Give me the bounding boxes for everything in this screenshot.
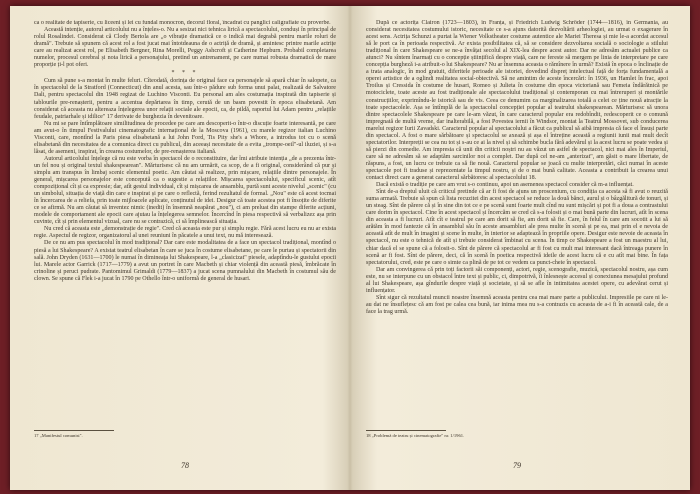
right-page: [366, 20, 668, 476]
section-separator: * * *: [171, 70, 199, 77]
paragraph: Nu cred că aceasta este „demonstrație de regie". Cred că aceasta este pur și simplu regie. Fără acest lucru eu nu ar exista regie. Aspectul de regizor, organizatorul al unei reuniuni în păcatele a unui text, nu mă interesează.: [34, 226, 336, 240]
left-page-body: [34, 20, 336, 426]
paragraph: Cum să pune s-a montat în multe feluri. Cîteodată, dorința de original face ca personajele să apară chiar în salopete, ca în spectacolul de la Stratford (Connecticut) din anul acesta, sau într-o pădure sub forma unui palat, realizată de Salvatore Dali, pentru spectacolul din 1948 regizat de Luchino Visconti. Eu personal am ales costumația inspirată din tapiserie și tablourile pre-renașterii, pentru a accentua depărtarea în timp, cerută de un basm povestit în epoca elisabetană. Am considerat că aceasta nu altereaza înțelegerea unor relații sociale ale epocii, ca, de pildă, raportul lui Adam pentru „relațiile feudale, patriarhale și idilice" 17 derivate de burghezia în devenitoare.: [34, 78, 336, 120]
footnote: 17 „Manifestul comunist".: [34, 433, 83, 438]
footnote-rule: [366, 430, 446, 431]
right-page-body: [366, 20, 668, 426]
left-page: [34, 20, 336, 476]
book-spread: [10, 6, 690, 490]
footnote-rule: [34, 430, 114, 431]
paragraph: Sînt sigur că rezultatul muncii noastre însemnă aceasta pentru cea mai mare parte a publicului. Impresiile pe care ni le-au dat ne însuflețesc că am fost pe calea cea bună, iar inima mea nu s-a contrazis cu aceasta de a-i fi în această cale, de a face la trag urmă.: [366, 294, 668, 315]
footnote: 18 „Problemă de teatru și cinematografie" nr. 1/1961.: [366, 433, 465, 438]
paragraph: Dacă există o tradiție pe care am vrut s-o continuu, apoi un asemenea spectacol consider că m-a influențat.: [376, 182, 634, 189]
paragraph: Sînt de-a dreptul uluit că criticul pretinde că ar fi fost de ajuns un proscenium, cu condiția ca acesta să fi avut o reuzită suma armată. Trebuie să spun că lista recuzitei din acest spectacol se reduce la două bănci, aurul și o bâzgălitură de tonuri, și un steag. Sînt de părere că și în sine din tot ce e pe scenă sunt foarte mult cînd nu sunt mișcări și pot fi a doua a contrastului care dorim în spectacol. Cine în acest spectacol și încercăm se cred că s-a folosit și o mai bună parte din lucruri, atît în scena din aceasta a fi lucruri. Atît cît e teatrul pe care am dorit să fie, am dorit să fie. Care, în felul în care am socotit a lui să arătăm în mod fantezie că în ansamblul său în aceste ansambluri ale prea multe în scenă și pe ea, mai prin el e nevoia de această atît de mult în imagini și scene în multe, în interior se adaptează în propriile opere. Desigur este nevoie de aceasta în spectacol, nu este o tehnică de atît și trebuie considerat îmbinat cu scena. În timp ce Shakespeare a fost un maestru al lui, chiar dacă el se spune că a folosit-o. Sînt de părere că spectacolul ar fi fost cu mult mai interesant dacă întreaga punere în scenă ar fi fost. Sînt de părere, deci, că în scenă în poetica respectivă ideile de acest lucru că e cu atît mai bine. În fața spectatorului, cred, este pe care o simte ca plină de pe tot ce vedem ca punct-cheie în spectacol.: [366, 189, 668, 266]
paragraph: ca o realitate de tapiserie, cu liceeni și lei cu fundal monocron, decorul floral, încadrat cu panglici caligrafiate cu proverbe.: [34, 20, 331, 26]
page-number: 79: [513, 461, 521, 470]
page-number: 78: [181, 461, 189, 470]
paragraph: Această intenție, autorul articolului nu a înțeles-o. Nu a sesizat nici tehnica lirică a spectacolului, conduși în principal de rolul Rosalindei. Considerat că Clody Bertola are „o vibrație dramatică ce o indică mai degrabă pentru marile roluri de dramă". Trebuie să spunem că acest rol a fost jucat mai întotdeauna de o actriță de dramă, și amintesc printre marile actrițe care au realizat acest rol, pe Elisabeth Bergner, Rina Morelli, Peggy Ashcroft și Catherine Hepburn. Probabil completarea numelor, procesul cerebral și nota lirică a personajului, pretind un antrenament, pe care numai robusta dramatică de mare proporție ți-l pot oferi.: [34, 27, 336, 69]
paragraph: Nu mi se pare întîmplătoare similitudinea de procedee pe care am descoperit-o într-o discuție foarte interesantă, pe care am avut-o în timpul Festivalului cinematografic internațional de la Moscova (1961), cu marele regizor italian Luchino Visconti, care, montînd la Paris piesa elisabetană a lui John Ford, Tis Pity she's a Whore, a introdus tot cu o scenă elisabetană din necesitatea de a comunica direct cu publicul, din aceeași necesitate de a evita „trompe-oeil"-ul iluziei, și s-a lăsat, de asemeni, inspirat, în crearea costumelor, de pre-renașterea italiană.: [34, 120, 336, 155]
paragraph: De ce nu am pus spectacolul în mod tradițional? Dar care este modalitatea de a face un spectacol tradițional, montînd o piesă a lui Shakespeare? A existat teatrul elisabetan în care se juca în costume elisabetane, pe care le purtau și spectatorii din sală. John Dryden (1631—1700) le numai în dimineața lui Shakespeare, l-a „clasicizat" piesele, adaptîndu-le gustului epocii lui. Marele actor Garrick (1717—1779) a avut un portret în care Macbeth și chiar violență din această piesă, îmbrăcate în crinoline și peruci pudrate. Pantomimul Grimaldi (1779—1837) a jucat scena pumnalului din Macbeth în costumul său de clown. Se spune că Flek i-a jucat în 1790 pe Othello într-o uniformă de general de husari.: [34, 240, 336, 282]
paragraph: După ce actorița Clairon (1723—1803), în Franța, și Friedrich Ludwig Schröder (1744—1816), în Germania, au considerat necesitatea costumului istoric, necesitate ce s-a ajuns datorită dezvoltării arheologiei, au urmat o exagerare în acest sens. Actrița Schunzi a purtat la Wiener Volkstheater costume autentice ale Mariei Theresa și mie le-a acordat accesul să le port ca în perioada respectivă. Ar exista posibilitatea că, să se considere dezvoltarea socială o sociologie a stilului tradițional în care Shakespeare se ne-a învățat secolul al XIX-lea despre acest autor. Dar ne adresăm actualei publice ca atunci? Nu sîntem înarmați cu o concepție științifică despre viață, care ne fereste să mergem pe linia de interpretare pe care concepția burgheză i-a atribuit-o lui Shakespeare? Nu ar însemna aceasta o rămînere în urmă? Există în epoca o înclinație de a trata analogic, în mod gratuit, diferitele perioade ale istoriei, dovedind dispreț intelectual față de forța fundamentală a operei artistice de a oglindi realitatea social-obiectivă. Să ne amintim de aceste încercări: în 1936, un Hamlet în frac, apoi Troilus și Cressida în costume de husari, Romeo și Julieta în costume din epoca victoriană sau Femeia îndărătnică pe motociclete, toate aceste au fost tradiționale ale spectacolului tradițional și contemporan cu mai întreruperi și montările construcțiilor, exprimîndu-le istorică sau de vis. Ceea ce denumim ca marginalizarea totală a celei ce ține nouă atracție la toate spectacolele. Așa se întîmplă de la spectacolul concepției popular al teatrului shakespearean. Mărturisesc să unora dintre spectacolele Shakespeare pe care le-am văzut, în care caracterul popular era redobîndit, redescoperit ce o comună impregnată de multă vreme, dar inalterabilă, a fost Povestea iernii în Windsor, montat la Teatrul Mossovet, sub conducerea marelui regizor Iurii Zavadski. Caracterul popular al spectacolului a făcut ca publicul să aibă impresia că face el însuși parte din spectacol. A fost o mare sărbătoare și spectacolul se axează și așa el întreține această a regiunii iunii mai mult decît spectatorilor. Interpreții se cea nu tot și s-au ce ai la nivel și să schimbe bucla fără adevărul și la acest lucru se poate vedea și să pierzi din comedie. Am impresia că unii din criticii noștri nu au văzut un astfel de spectacol, nici mai ales în Imperiul, care să ne adresăm să se adaptăm sarcinilor noi a complet. Dar după cel ne-am „anterizat", am găsit o mare libertate, de răspuns, a fost, un lucru ce trebuie ca să fie nouă. Caracterul popular se joacă cu multe interpretări, căci numai în aceste spectacole pot fi traduse și reprezentate la timpul nostru, și de o mai bună calitate. Aceasta a contribuit la crearea unui contact direct care a generat caracterul sărbătoresc al spectacolului 18.: [366, 20, 668, 182]
paragraph: Autorul articolului înțelege că nu este vorba în spectacol de o reconstituire, dar îmi atribuie intenția „de a prezenta într-un fel nou și original textul shakespearean". Mărturisesc că nu am urmărit, ca scop, de a fi original, considerând că pur și simplu am transpus în limbaj scenic elementul poetic. Am căutat să realizez, prin mișcare, relațiile dintre personajele. În general, mișcarea personajelor este concepută ca o sugestie a relațiilor. Mișcarea spectacolului, specificul scenic, atît compozițional cît și ca expresie; dar, atît gestul individual, cît și mișcarea de ansamblu, purtă sunt aceste nivelul „scenic" (cu un simbolul, situația de viață din care e inspirat și pe care o reflectă, ferind rezultatul de formal. „Nou" este că acest tocmai în încercarea de a reliefa, prin toate mijloacele aplicate, conținutul de idei. Desigur că toate acestea pot fi însoțite de diferite ce se afirmă. Nu am căutat să inventez nimic (inedit) în însemnă neapărat „nou"), ci am preluat din stampe diferite acțiuni, modele de comportament ale epocii care ajutau la înțelegerea semnelor. Încercînd în piesa respectivă să verbalizez așa prin cuvinte, cît și prin elementul vizual, care nu se contrazică, ci să împlinească situația.: [34, 155, 336, 226]
paragraph: Dar am convingerea că prin toți factorii săi componenți, actori, regie, scenografie, muzică, spectacolul nostru, așa cum este, nu se interpune cu un obstacol între text și public, ci, dimpotrivă, îi înlesnește accesul și conexiunea mesajului profund al lui Shakespeare, așa gîndurile despre viață și societate, și să se afle în intimitatea acestei opere, cu adevărat cerut și influențator.: [366, 266, 668, 294]
